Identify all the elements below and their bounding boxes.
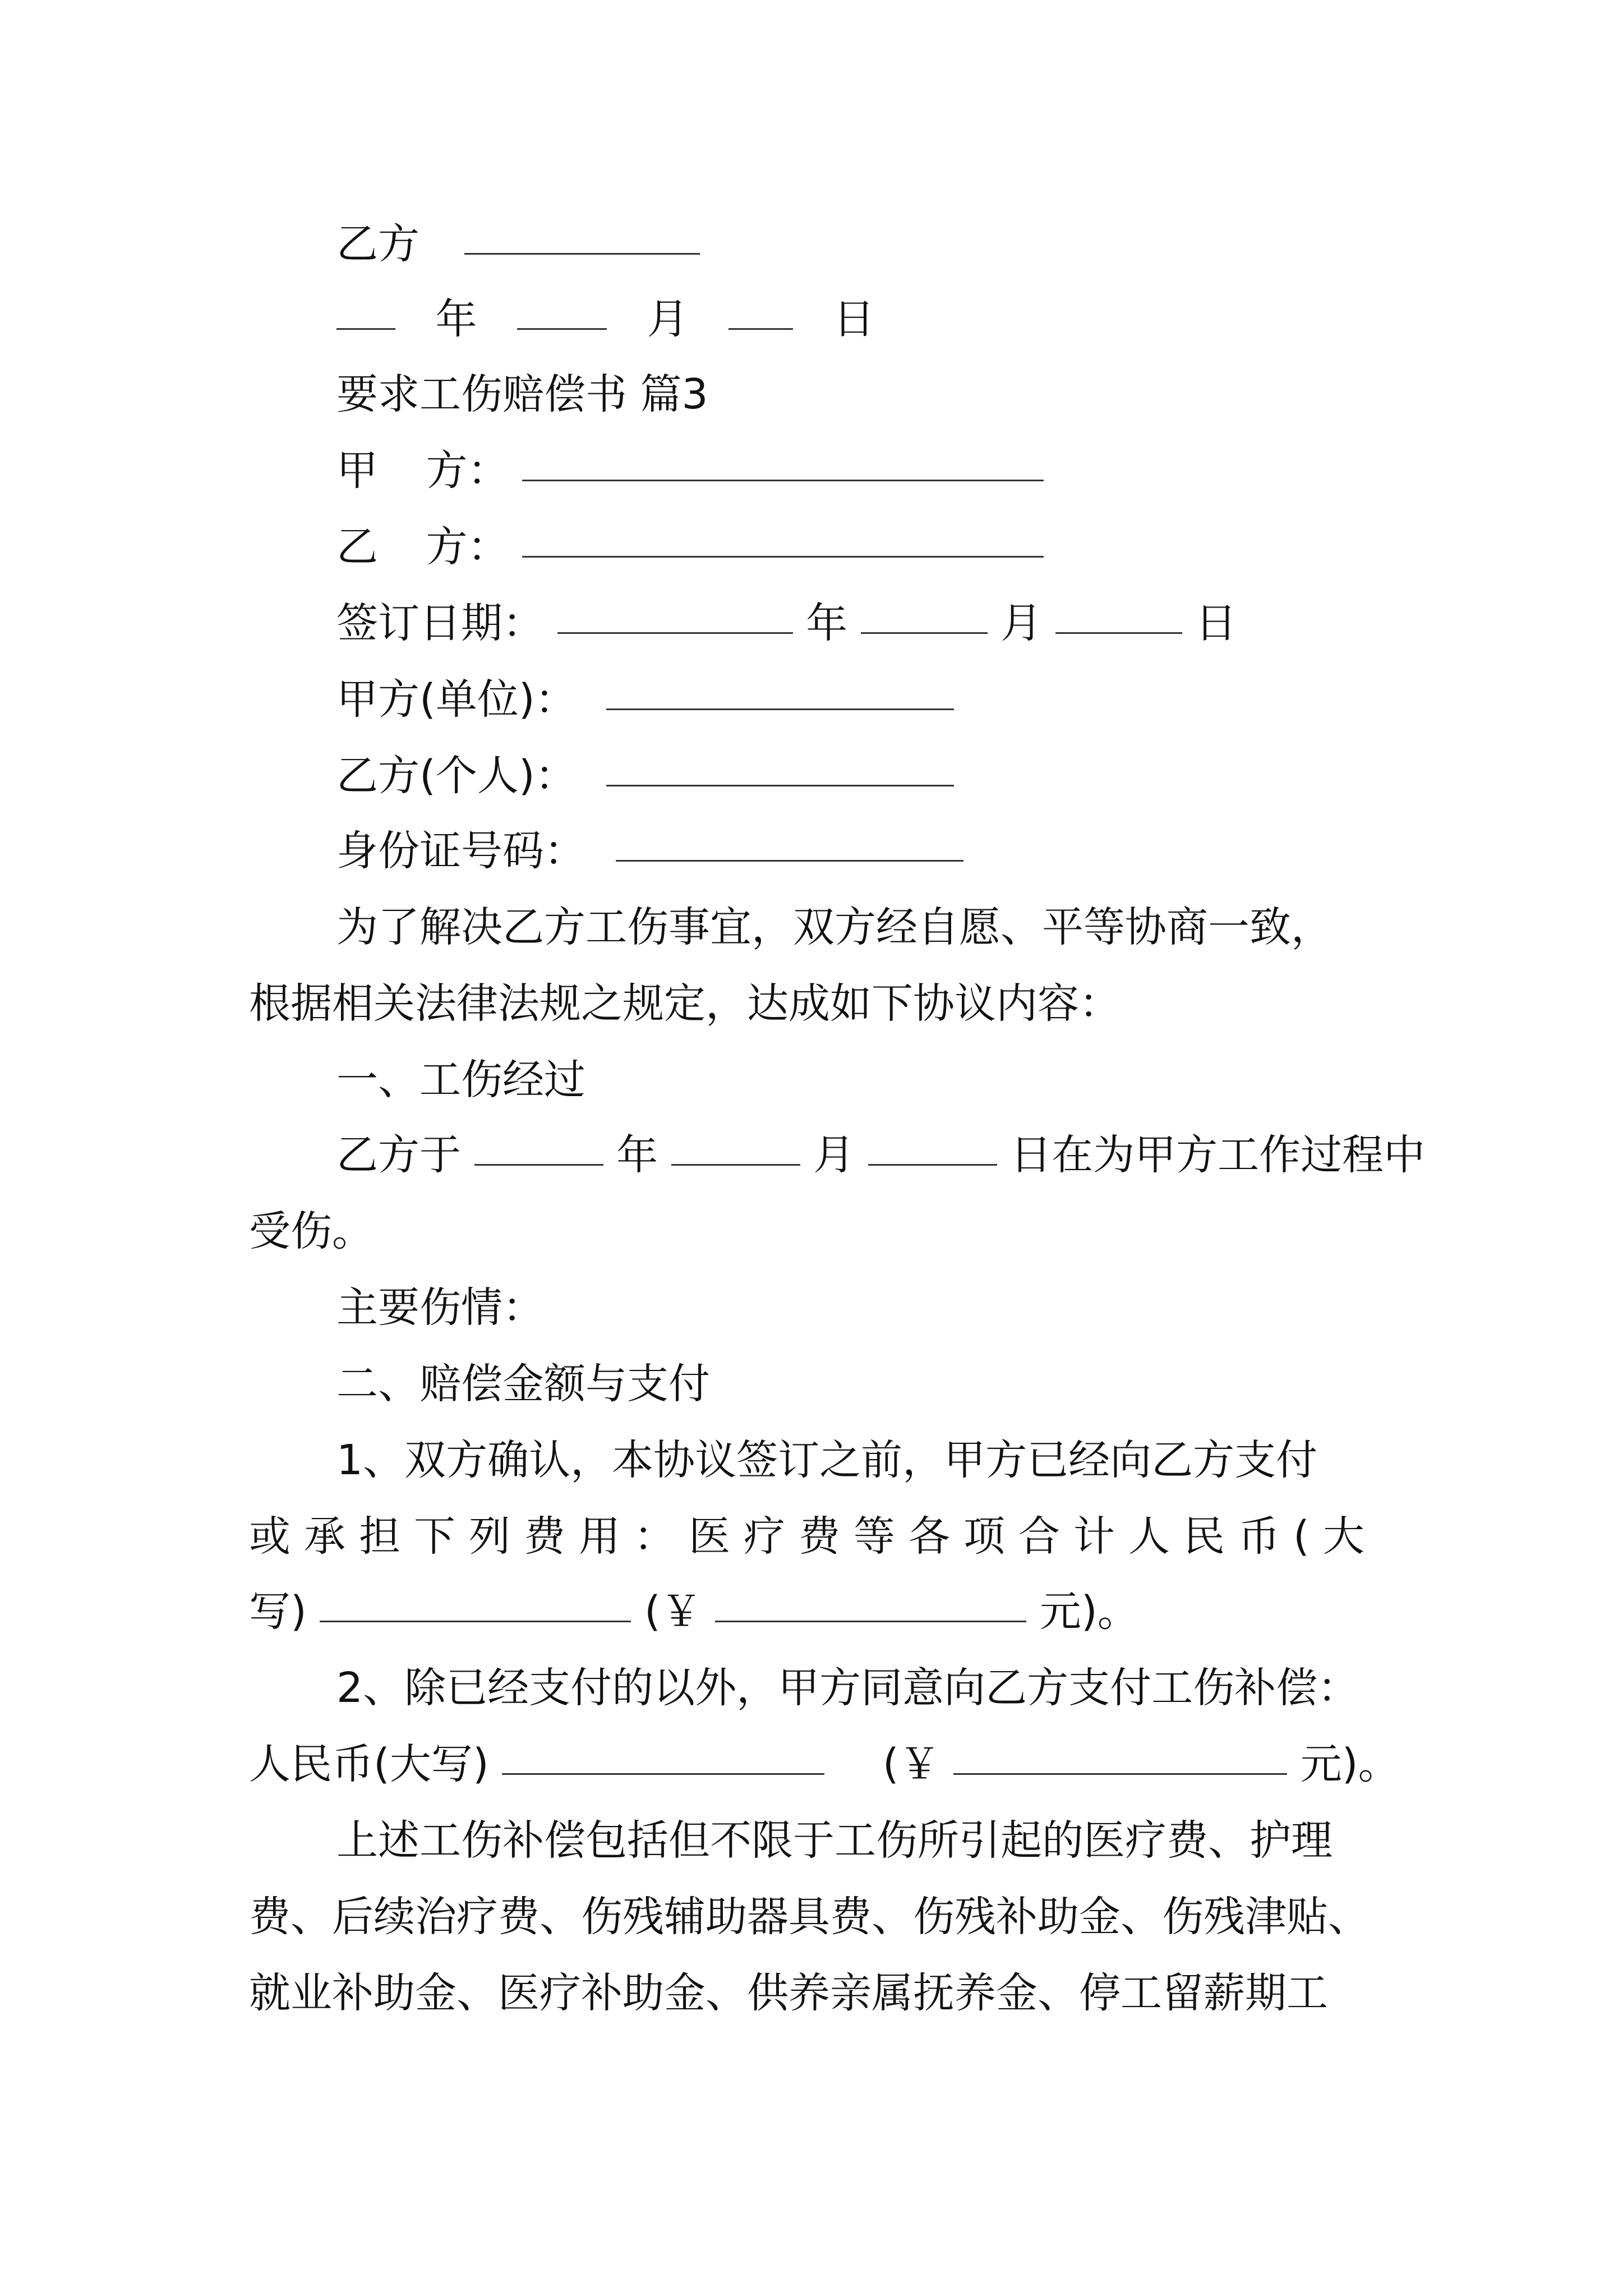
party-b-name-blank [522,555,1044,558]
injury-day-blank [868,1163,997,1166]
item2-line-1: 2、除已经支付的以外，甲方同意向乙方支付工伤补偿： [336,1664,1359,1712]
party-b-person-label: 乙方(个人)： [336,752,577,800]
sign-year-blank [557,632,793,634]
sign-month-blank [861,632,988,634]
injury-year-label: 年 [616,1131,658,1179]
item2-line-2 [249,1740,1400,1788]
party-a-unit-blank [606,708,954,710]
party-a-char2: 方： [426,447,509,495]
month-label: 月 [647,295,689,343]
item2-amount-words-label: 人民币(大写) [249,1740,489,1788]
injury-suffix: 日在为甲方工作过程中 [1010,1131,1426,1179]
intro-line-1: 为了解决乙方工伤事宜，双方经自愿、平等协商一致， [336,903,1332,951]
item1-amount-number-blank [715,1620,1026,1622]
month-blank [517,328,607,330]
sign-day-blank [1055,632,1182,634]
id-number-line [336,827,963,875]
sign-day-label: 日 [1195,599,1237,647]
year-label: 年 [435,295,477,343]
party-b-person-blank [606,784,954,786]
party-a-char1: 甲 [336,447,378,495]
party-b-blank [464,252,700,255]
day-blank [728,328,793,330]
heading-injury-process: 一、工伤经过 [336,1056,585,1104]
date-line-top [336,295,875,343]
sign-date-line [336,599,1237,647]
section-title: 要求工伤赔偿书 篇3 [336,370,708,418]
injury-month-blank [671,1163,800,1166]
day-label: 日 [833,295,875,343]
para-line-2: 费、后续治疗费、伤残辅助器具费、伤残补助金、伤残津贴、 [249,1893,1370,1941]
injury-line-2: 受伤。 [249,1207,374,1255]
sign-date-label: 签订日期： [336,599,544,647]
item1-amount-words-label: 写) [249,1588,307,1636]
item2-amount-yuan-label: (￥ [882,1740,940,1788]
para-line-3: 就业补助金、医疗补助金、供养亲属抚养金、停工留薪期工 [249,1969,1328,2017]
party-a-unit-label: 甲方(单位)： [336,675,577,724]
party-b-char1: 乙 [336,523,378,571]
sign-month-label: 月 [1000,599,1043,647]
heading-compensation: 二、赔偿金额与支付 [336,1360,710,1408]
item1-line-3 [249,1588,1139,1636]
id-number-blank [616,859,963,862]
item2-amount-words-blank [502,1773,824,1775]
id-number-label: 身份证号码： [336,827,585,875]
party-b-line [336,523,1044,571]
sign-year-label: 年 [806,599,848,647]
party-b-label: 乙方 [336,220,419,268]
party-a-blank [522,479,1044,481]
injury-month-label: 月 [813,1131,855,1179]
party-b-char2: 方： [426,523,509,571]
injury-date-line [336,1131,1426,1179]
item1-amount-words-blank [320,1620,631,1622]
party-b-person-line [336,752,954,800]
item1-line-2: 或承担下列费用：医疗费等各项合计人民币(大 [249,1512,1378,1561]
item2-amount-number-blank [953,1773,1287,1775]
para-line-1: 上述工伤补偿包括但不限于工伤所引起的医疗费、护理 [336,1816,1332,1865]
party-a-line [336,447,1044,495]
item1-line-1: 1、双方确认，本协议签订之前，甲方已经向乙方支付 [336,1436,1318,1484]
injury-year-blank [474,1163,603,1166]
party-a-unit-line [336,675,954,724]
injury-prefix: 乙方于 [336,1131,461,1179]
item1-amount-yuan-label: (￥ [644,1588,702,1636]
item1-amount-unit: 元)。 [1039,1588,1139,1636]
main-injury-label: 主要伤情： [336,1283,544,1332]
item2-amount-unit: 元)。 [1300,1740,1400,1788]
year-blank [336,328,395,330]
intro-line-2: 根据相关法律法规之规定，达成如下协议内容： [249,979,1121,1028]
party-b-signature-line [336,220,700,268]
